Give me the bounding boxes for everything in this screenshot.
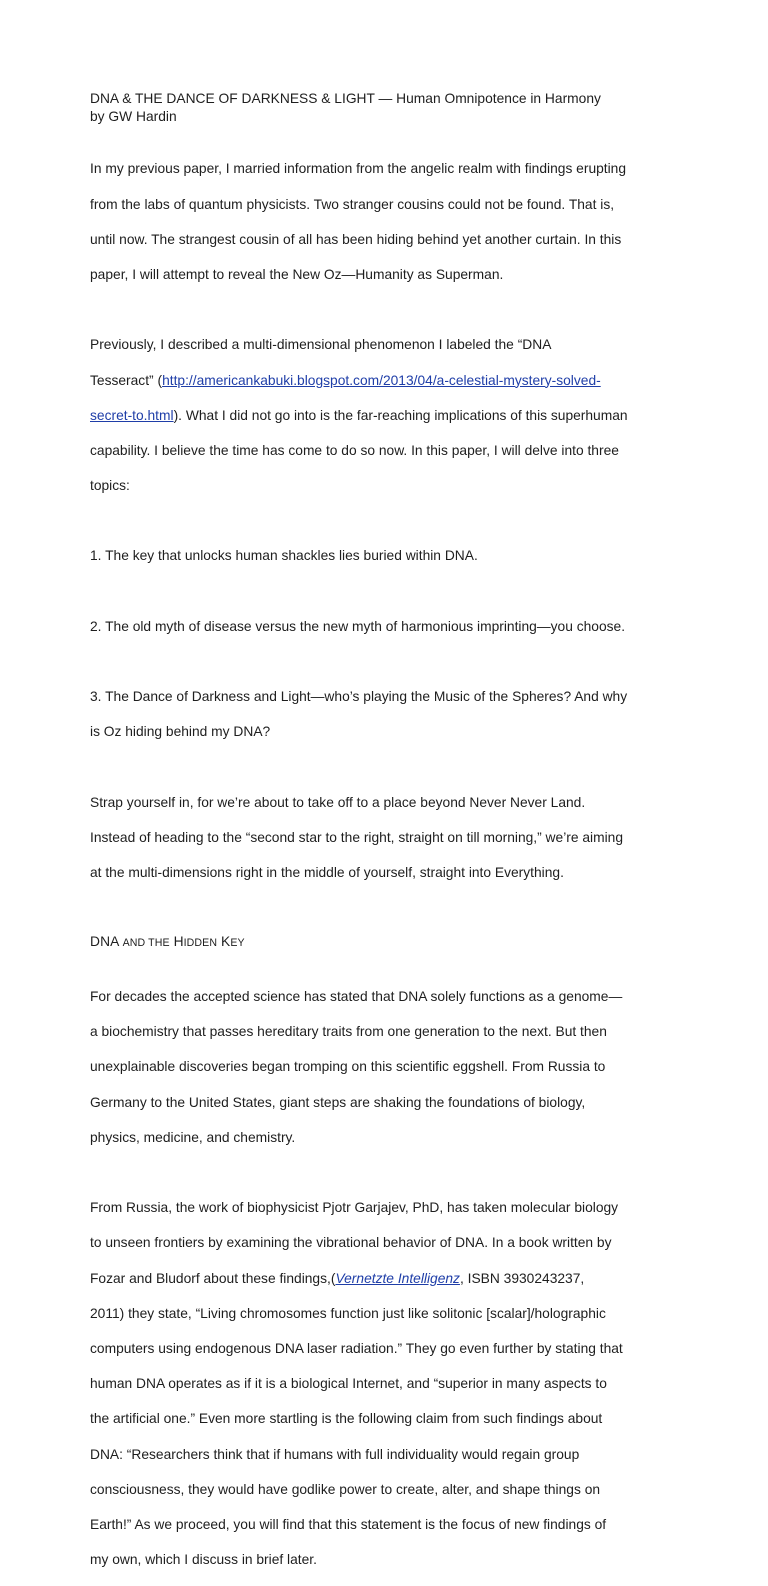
heading-key: KEY xyxy=(221,934,245,950)
document-byline: by GW Hardin xyxy=(90,108,177,124)
blog-link-continued[interactable]: secret-to.html xyxy=(90,407,174,423)
strap-line: at the multi-dimensions right in the middle of yourself, straight into Everything. xyxy=(90,865,564,881)
russia-paragraph xyxy=(90,1182,682,1586)
topic-line: 1. The key that unlocks human shackles lies buried within DNA. xyxy=(90,548,478,564)
document-title: DNA & THE DANCE OF DARKNESS & LIGHT — Human Omnipotence in Harmony xyxy=(90,91,601,106)
decades-line: For decades the accepted science has stated that DNA solely functions as a genome— xyxy=(90,989,623,1005)
intro-line: until now. The strangest cousin of all has been hiding behind yet another curtain. In this xyxy=(90,231,622,247)
topic-line: 2. The old myth of disease versus the new myth of harmonious imprinting—you choose. xyxy=(90,618,626,634)
book-link[interactable]: Vernetzte Intelligenz xyxy=(335,1270,460,1286)
russia-line: DNA: “Researchers think that if humans with full individuality would regain group xyxy=(90,1446,580,1462)
topic-1 xyxy=(90,530,682,583)
decades-line: physics, medicine, and chemistry. xyxy=(90,1129,296,1145)
russia-prefix: Fozar and Bludorf about these findings,( xyxy=(90,1270,336,1286)
previously-line-with-link xyxy=(90,372,682,390)
intro-line: paper, I will attempt to reveal the New Oz—Humanity as Superman. xyxy=(90,266,504,282)
russia-line: human DNA operates as if it is a biological Internet, and “superior in many aspects to xyxy=(90,1376,607,1392)
russia-line: 2011) they state, “Living chromosomes function just like solitonic [scalar]/holographic xyxy=(90,1305,606,1321)
strap-line: Instead of heading to the “second star to the right, straight on till morning,” we’re aiming xyxy=(90,829,623,845)
russia-line-with-link xyxy=(90,1270,682,1288)
russia-line: the artificial one.” Even more startling is the following claim from such findings about xyxy=(90,1411,603,1427)
section-heading xyxy=(90,933,682,953)
previously-line-with-link xyxy=(90,407,682,425)
previously-prefix: Tesseract” ( xyxy=(90,372,163,388)
decades-line: unexplainable discoveries began tromping on this scientific eggshell. From Russia to xyxy=(90,1059,606,1075)
topic-2 xyxy=(90,600,682,653)
decades-line: Germany to the United States, giant steps are shaking the foundations of biology, xyxy=(90,1094,586,1110)
russia-line: computers using endogenous DNA laser radiation.” They go even further by stating that xyxy=(90,1340,623,1356)
blog-link[interactable]: http://americankabuki.blogspot.com/2013/04/a-celestial-mystery-solved- xyxy=(162,372,601,388)
russia-suffix: , ISBN 3930243237, xyxy=(459,1270,585,1286)
heading-dna: DNA xyxy=(90,934,119,950)
russia-line: From Russia, the work of biophysicist Pjotr Garjajev, PhD, has taken molecular biology xyxy=(90,1200,619,1216)
russia-line: consciousness, they would have godlike power to create, alter, and shape things on xyxy=(90,1481,601,1497)
topic-line: 3. The Dance of Darkness and Light—who’s playing the Music of the Spheres? And why xyxy=(90,689,628,705)
russia-line: Earth!” As we proceed, you will find that this statement is the focus of new findings of xyxy=(90,1516,607,1532)
decades-paragraph xyxy=(90,971,682,1165)
heading-and-the: AND THE xyxy=(122,937,170,950)
heading-hidden: HIDDEN xyxy=(173,934,218,950)
russia-line: my own, which I discuss in brief later. xyxy=(90,1552,317,1568)
intro-line: from the labs of quantum physicists. Two stranger cousins could not be found. That is, xyxy=(90,196,615,212)
topic-line: is Oz hiding behind my DNA? xyxy=(90,724,271,740)
strap-line: Strap yourself in, for we’re about to take off to a place beyond Never Never Land. xyxy=(90,794,586,810)
strap-paragraph xyxy=(90,776,682,899)
intro-line: In my previous paper, I married information from the angelic realm with findings erupting xyxy=(90,161,627,177)
previously-line: capability. I believe the time has come to do so now. In this paper, I will delve into three xyxy=(90,442,619,458)
previously-paragraph xyxy=(90,319,682,513)
intro-paragraph xyxy=(90,143,682,301)
russia-line: to unseen frontiers by examining the vibrational behavior of DNA. In a book written by xyxy=(90,1235,612,1251)
previously-suffix: ). What I did not go into is the far-reaching implications of this superhuman xyxy=(173,407,628,423)
previously-line: topics: xyxy=(90,478,130,494)
title-block xyxy=(90,90,682,125)
decades-line: a biochemistry that passes hereditary traits from one generation to the next. But then xyxy=(90,1024,607,1040)
previously-line: Previously, I described a multi-dimensional phenomenon I labeled the “DNA xyxy=(90,337,552,353)
topic-3 xyxy=(90,671,682,759)
